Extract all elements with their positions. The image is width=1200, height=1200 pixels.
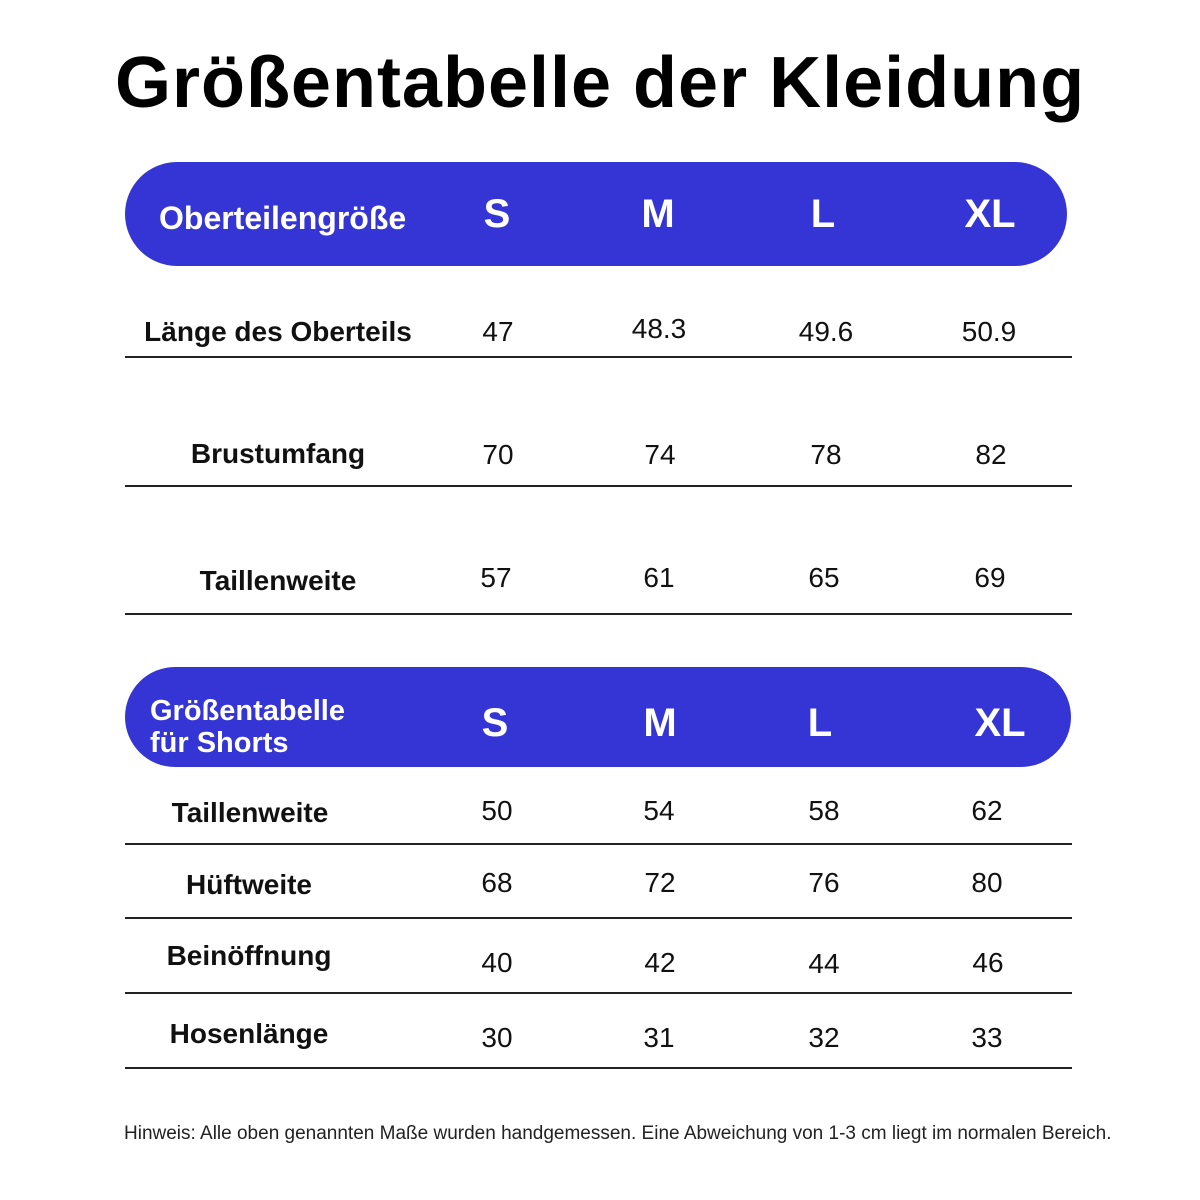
- tops-cell-length-l: 49.6: [798, 316, 854, 347]
- tops-cell-chest-l: 78: [810, 439, 842, 470]
- shorts-cell-length-s: 30: [481, 1022, 513, 1053]
- tops-cell-waist-m: 61: [643, 562, 675, 593]
- shorts-table-header: [125, 667, 1071, 767]
- tops-size-l: L: [810, 192, 836, 236]
- shorts-header-label: [150, 695, 345, 759]
- shorts-row-label-hip: Hüftweite: [186, 869, 312, 900]
- shorts-cell-waist-l: 58: [808, 795, 840, 826]
- shorts-cell-leg-s: 40: [481, 947, 513, 978]
- tops-cell-length-s: 47: [482, 316, 514, 347]
- shorts-header-label-line1: Größentabelle: [150, 695, 345, 727]
- shorts-cell-length-l: 32: [808, 1022, 840, 1053]
- tops-rule-1: [125, 356, 1072, 358]
- shorts-row-label-length: Hosenlänge: [169, 1018, 329, 1049]
- shorts-size-l: L: [807, 701, 833, 745]
- shorts-header-label-line2: für Shorts: [150, 727, 289, 759]
- tops-row-label-chest: Brustumfang: [190, 438, 366, 469]
- tops-row-label-waist: Taillenweite: [199, 565, 357, 596]
- shorts-size-m: M: [643, 701, 677, 745]
- shorts-rule-2: [125, 917, 1072, 919]
- tops-header-label: Oberteilengröße: [159, 200, 407, 236]
- shorts-cell-waist-xl: 62: [971, 795, 1003, 826]
- tops-cell-chest-xl: 82: [975, 439, 1007, 470]
- measurement-note: Hinweis: Alle oben genannten Maße wurden handgemessen. Eine Abweichung von 1-3 cm liegt im normalen Bereich.: [124, 1123, 1112, 1144]
- page-title: Größentabelle der Kleidung: [114, 43, 1086, 123]
- shorts-cell-length-xl: 33: [971, 1022, 1003, 1053]
- tops-cell-waist-xl: 69: [974, 562, 1006, 593]
- shorts-size-s: S: [481, 701, 509, 745]
- tops-cell-length-m: 48.3: [631, 313, 687, 344]
- tops-size-s: S: [483, 192, 511, 236]
- shorts-rule-1: [125, 843, 1072, 845]
- shorts-cell-hip-xl: 80: [971, 867, 1003, 898]
- tops-rule-3: [125, 613, 1072, 615]
- shorts-row-label-leg-opening: Beinöffnung: [166, 940, 332, 971]
- shorts-cell-leg-m: 42: [644, 947, 676, 978]
- shorts-rule-3: [125, 992, 1072, 994]
- shorts-cell-waist-s: 50: [481, 795, 513, 826]
- shorts-cell-leg-l: 44: [808, 948, 840, 979]
- tops-cell-waist-l: 65: [808, 562, 840, 593]
- shorts-cell-hip-l: 76: [808, 867, 840, 898]
- tops-size-m: M: [641, 192, 675, 236]
- tops-cell-chest-s: 70: [482, 439, 514, 470]
- tops-table-header: [125, 162, 1067, 266]
- tops-cell-waist-s: 57: [480, 562, 512, 593]
- shorts-rule-4: [125, 1067, 1072, 1069]
- tops-size-xl: XL: [964, 192, 1016, 236]
- shorts-row-label-waist: Taillenweite: [171, 797, 329, 828]
- shorts-cell-waist-m: 54: [643, 795, 675, 826]
- shorts-cell-hip-m: 72: [644, 867, 676, 898]
- tops-rule-2: [125, 485, 1072, 487]
- shorts-cell-leg-xl: 46: [972, 947, 1004, 978]
- tops-cell-length-xl: 50.9: [961, 316, 1017, 347]
- shorts-size-xl: XL: [974, 701, 1026, 745]
- tops-row-label-length: Länge des Oberteils: [144, 316, 412, 347]
- tops-cell-chest-m: 74: [644, 439, 676, 470]
- shorts-cell-hip-s: 68: [481, 867, 513, 898]
- shorts-cell-length-m: 31: [643, 1022, 675, 1053]
